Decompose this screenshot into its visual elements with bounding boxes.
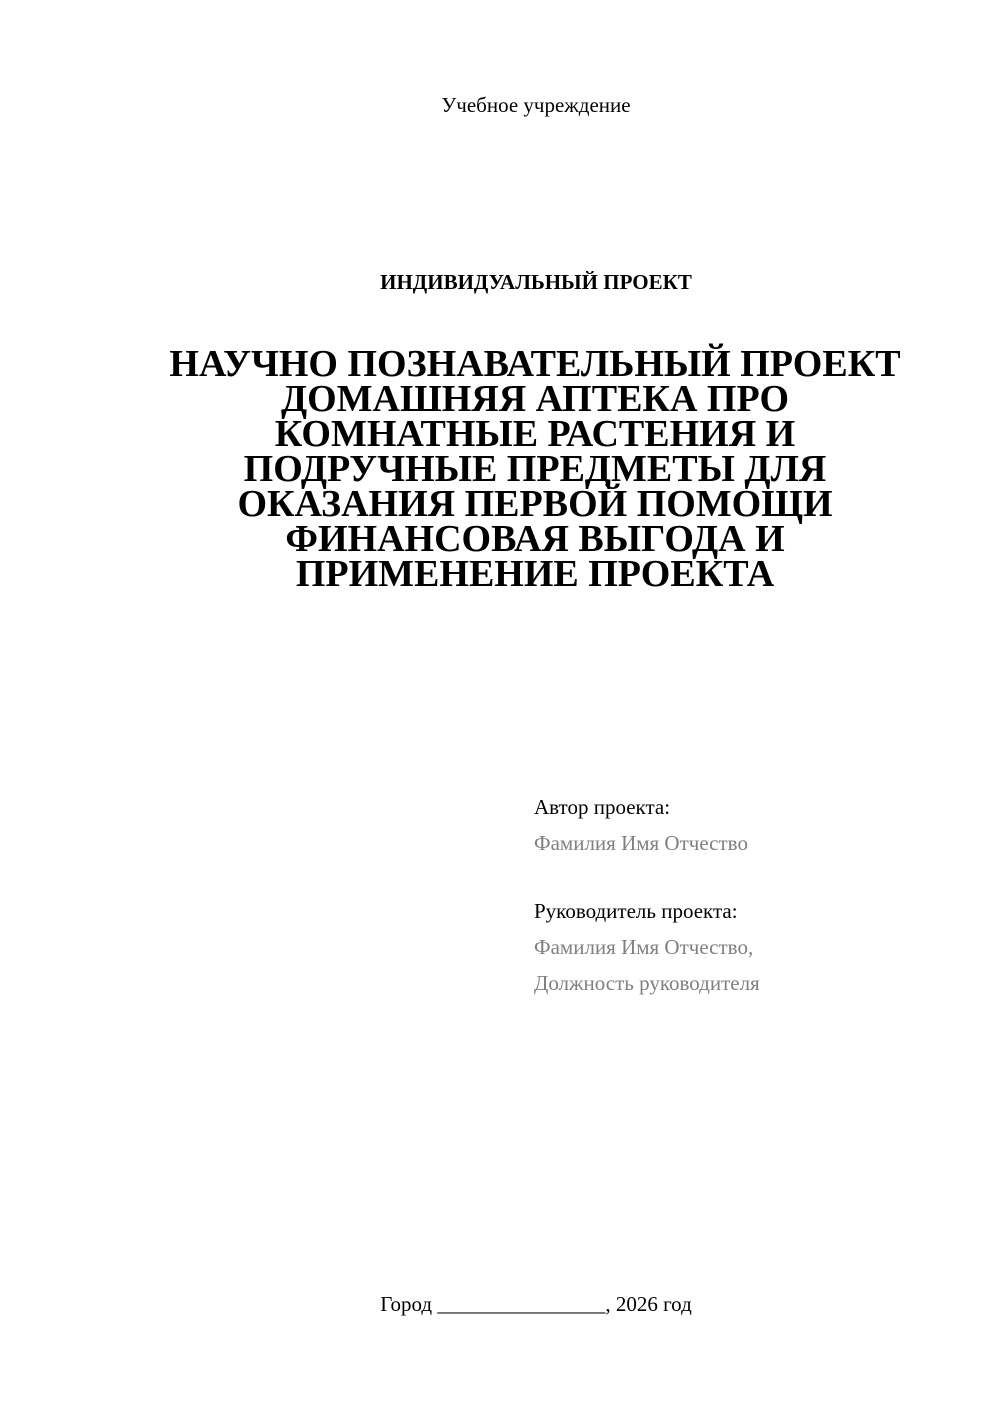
- supervisor-position-placeholder: Должность руководителя: [534, 971, 760, 995]
- author-name-placeholder: Фамилия Имя Отчество: [534, 831, 748, 855]
- author-block: [534, 789, 974, 861]
- supervisor-block: [534, 893, 974, 1001]
- title-line: ОКАЗАНИЯ ПЕРВОЙ ПОМОЩИ: [237, 483, 833, 525]
- title-line: ФИНАНСОВАЯ ВЫГОДА И: [285, 518, 785, 560]
- title-line: ПОДРУЧНЫЕ ПРЕДМЕТЫ ДЛЯ: [243, 448, 827, 490]
- title-line: КОМНАТНЫЕ РАСТЕНИЯ И: [274, 413, 796, 455]
- title-line: НАУЧНО ПОЗНАВАТЕЛЬНЫЙ ПРОЕКТ: [169, 343, 901, 385]
- title-line: ДОМАШНЯЯ АПТЕКА ПРО: [280, 378, 790, 420]
- supervisor-name-placeholder: Фамилия Имя Отчество,: [534, 935, 754, 959]
- city-year-footer: Город ________________, 2026 год: [380, 1292, 692, 1316]
- title-line: ПРИМЕНЕНИЕ ПРОЕКТА: [295, 553, 775, 595]
- author-label: Автор проекта:: [534, 795, 671, 819]
- institution-name: Учебное учреждение: [441, 93, 631, 117]
- project-title: [110, 343, 960, 595]
- supervisor-label: Руководитель проекта:: [534, 899, 738, 923]
- project-type-heading: ИНДИВИДУАЛЬНЫЙ ПРОЕКТ: [380, 270, 692, 294]
